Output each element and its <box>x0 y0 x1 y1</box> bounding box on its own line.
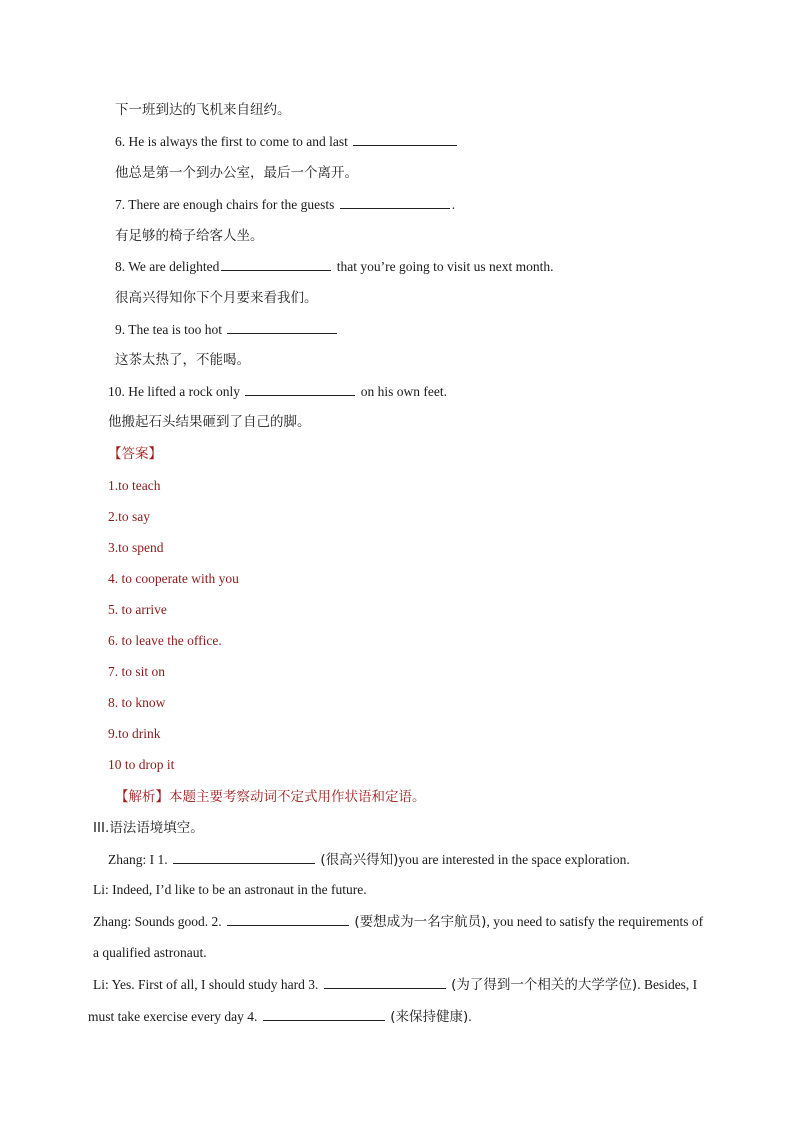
analysis-text: 本题主要考察动词不定式用作状语和定语。 <box>169 789 426 805</box>
dialogue-1-post: you are interested in the space exploration. <box>398 852 630 867</box>
dialogue-3-post: , you need to satisfy the requirements of <box>486 914 704 929</box>
question-8 <box>115 257 553 276</box>
sentence-5-translation: 下一班到达的飞机来自纽约。 <box>115 102 291 118</box>
dialogue-line-3 <box>93 912 703 931</box>
question-9-translation: 这茶太热了，不能喝。 <box>115 352 250 368</box>
answer-item: 8. to know <box>108 695 166 710</box>
answer-item: 1.to teach <box>108 478 161 493</box>
dialogue-line-5 <box>93 975 697 994</box>
answer-item: 2.to say <box>108 509 150 524</box>
question-6-text: 6. He is always the first to come to and last <box>115 134 348 149</box>
dialogue-5-post: . Besides, I <box>637 977 698 992</box>
answer-blank[interactable] <box>221 257 331 271</box>
analysis <box>115 788 426 806</box>
answer-blank[interactable] <box>324 975 446 989</box>
answer-item: 9.to drink <box>108 726 161 741</box>
dialogue-5-pre: Li: Yes. First of all, I should study hard 3. <box>93 977 319 992</box>
analysis-label: 【解析】 <box>115 789 169 805</box>
question-9-text: 9. The tea is too hot <box>115 322 222 337</box>
question-6 <box>115 132 459 151</box>
dialogue-line-2: Li: Indeed, I’d like to be an astronaut in the future. <box>93 882 367 897</box>
answer-blank[interactable] <box>263 1007 385 1021</box>
section-title: III.语法语境填空。 <box>93 820 204 836</box>
answer-blank[interactable] <box>245 382 355 396</box>
answer-blank[interactable] <box>227 320 337 334</box>
question-7-text: 7. There are enough chairs for the guests <box>115 197 335 212</box>
dialogue-3-pre: Zhang: Sounds good. 2. <box>93 914 222 929</box>
dialogue-6-hint: (来保持健康) <box>390 1009 469 1025</box>
question-8-text: 8. We are delighted <box>115 259 220 274</box>
answer-blank[interactable] <box>173 850 315 864</box>
question-10-translation: 他搬起石头结果砸到了自己的脚。 <box>108 414 311 430</box>
question-9 <box>115 320 339 339</box>
question-8-translation: 很高兴得知你下个月要来看我们。 <box>115 290 318 306</box>
question-7-translation: 有足够的椅子给客人坐。 <box>115 228 264 244</box>
question-7 <box>115 195 455 214</box>
answer-item: 5. to arrive <box>108 602 167 617</box>
question-10-end: on his own feet. <box>360 384 447 399</box>
dialogue-1-pre: Zhang: I 1. <box>108 852 168 867</box>
dialogue-line-4: a qualified astronaut. <box>93 945 207 960</box>
answer-heading: 【答案】 <box>108 446 162 462</box>
question-8-end: that you’re going to visit us next month. <box>336 259 554 274</box>
dialogue-line-6 <box>88 1007 472 1026</box>
dialogue-5-hint: (为了得到一个相关的大学学位) <box>451 977 638 993</box>
question-10 <box>108 382 447 401</box>
question-7-end: . <box>451 197 456 212</box>
answer-blank[interactable] <box>340 195 450 209</box>
answer-item: 7. to sit on <box>108 664 166 679</box>
answer-item: 4. to cooperate with you <box>108 571 239 586</box>
question-6-translation: 他总是第一个到办公室，最后一个离开。 <box>115 165 358 181</box>
answer-item: 3.to spend <box>108 540 164 555</box>
dialogue-1-hint: (很高兴得知) <box>320 852 399 868</box>
answer-blank[interactable] <box>227 912 349 926</box>
answer-blank[interactable] <box>353 132 457 146</box>
dialogue-3-hint: (要想成为一名宇航员) <box>354 914 487 930</box>
dialogue-6-post: . <box>468 1009 472 1024</box>
question-10-text: 10. He lifted a rock only <box>108 384 240 399</box>
dialogue-6-pre: must take exercise every day 4. <box>88 1009 258 1024</box>
answer-item: 10 to drop it <box>108 757 175 772</box>
answer-item: 6. to leave the office. <box>108 633 222 648</box>
dialogue-line-1 <box>108 850 630 869</box>
